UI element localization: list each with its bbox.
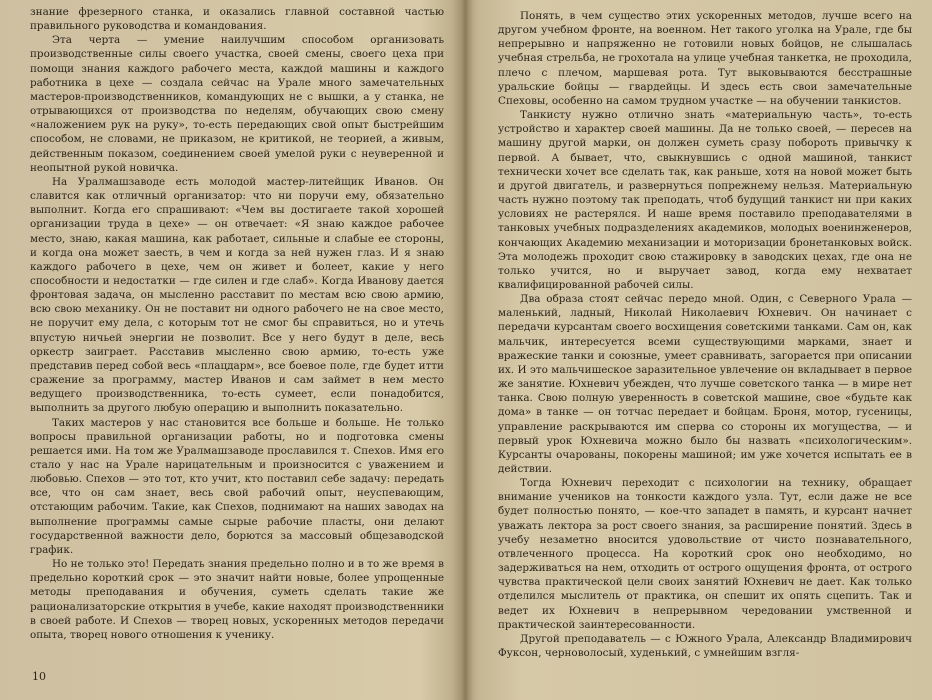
- left-paragraph-3: На Уралмашзаводе есть молодой мастер-литейщик Иванов. Он славится как отличный организатор: что ни поручи ему, обязательно выполнит. Когда его спрашивают: «Чем вы достигаете такой хорошей организации труда в цехе» — он отвечает: «Я знаю каждое рабочее место, знаю, какая машина, как работает, сильные и слабые ее стороны, и когда она может заесть, в чем и когда за ней нужен глаз. И я знаю каждого рабочего в цехе, чем он живет и болеет, какие у него способности и недостатки — где силен и где слаб». Когда Иванову дается фронтовая задача, он мысленно расставит по местам всю свою армию, всю свою механику. Он не поставит ни одного рабочего не на свое место, не поручит ему дела, с которым тот не смог бы справиться, но и утечь впустую ничьей энергии не позволит. Все у него будут в деле, весь оркестр заиграет. Расставив мысленно свою армию, то-есть уже представив перед собой весь «плацдарм», все боевое поле, где будет итти сражение за программу, мастер Иванов и сам займет в нем место ведущего производственника, то-есть сумеет, если понадобится, выполнить за другого любую операцию и выполнить показательно.: [30, 175, 444, 415]
- left-paragraph-4: Таких мастеров у нас становится все больше и больше. Не только вопросы правильной организации работы, но и подготовка смены решается ими. На том же Уралмашзаводе прославился т. Спехов. Имя его стало у нас на Урале нарицательным и произносится с уважением и любовью. Спехов — это тот, кто учит, кто поставил себе задачу: передать все, что он сам знает, весь свой рабочий опыт, неуспевающим, отстающим рабочим. Такие, как Спехов, поднимают на наших заводах на выполнение программы самые сырые рабочие пласты, они делают государственной важности дело, борются за массовый общезаводской график.: [30, 416, 444, 556]
- right-paragraph-1: Понять, в чем существо этих ускоренных методов, лучше всего на другом учебном фронте, на военном. Нет такого уголка на Урале, где бы непрерывно и напряженно не готовили новых бойцов, не слышалась учебная стрельба, не грохотала на улице учебная танкетка, не проходила, плечо с плечом, маршевая рота. Тут выковываются бесстрашные уральские бойцы — гвардейцы. И здесь есть свои замечательные Спеховы, особенно на самом трудном участке — на обучении танкистов.: [498, 10, 912, 107]
- left-paragraph-1: знание фрезерного станка, и оказались главной составной частью правильного руководства и командования.: [30, 6, 444, 33]
- page-number: 10: [32, 669, 46, 683]
- right-paragraph-3: Два образа стоят сейчас передо мной. Один, с Северного Урала — маленький, ладный, Николай Николаевич Юхневич. Он начинает с передачи курсантам своего восхищения советскими танками. Сам он, как мальчик, интересуется всеми существующими марками, знает и вражеские танки и союзные, умеет сравнивать, загорается при описании их. И это мальчишеское заразительное увлечение он вкладывает в первое же занятие. Юхневич убежден, что лучше советского танка — в мире нет танка. Свою полную уверенность в советской машине, свое «будьте как дома» в танке — он тотчас передает и бойцам. Броня, мотор, гусеницы, управление раскрываются им сперва со стороны их могущества, — и первый урок Юхневича можно было бы назвать «психологическим». Курсанты очарованы, покорены машиной; им уже хочется испытать ее в действии.: [498, 293, 912, 475]
- left-page: [0, 0, 462, 700]
- right-paragraph-2: Танкисту нужно отлично знать «материальную часть», то-есть устройство и характер своей машины. Да не только своей, — пересев на машину другой марки, он должен суметь сразу побороть привычку к первой. А бывает, что, свыкнувшись с одной машиной, танкист технически хочет все сделать так, как раньше, хотя на новой может быть и другой двигатель, и развернуться попрежнему нельзя. Материальную часть нужно поэтому так преподать, чтоб будущий танкист ни при каких условиях не растерялся. И наше время поставило преподавателями в танковых учебных подразделениях академиков, молодых военинженеров, кончающих Академию механизации и моторизации бронетанковых войск. Эта молодежь проходит свою стажировку в заводских цехах, где она не только учится, но и выручает завод, когда ему нехватает квалифицированной рабочей силы.: [498, 109, 912, 291]
- right-paragraph-4: Тогда Юхневич переходит с психологии на технику, обращает внимание учеников на тонкости каждого узла. Тут, если даже не все будет полностью понято, — кое-что западет в память, и курсант начнет уважать лектора за рост своего знания, за расширение понятий. Здесь в учебу незаметно вносится удовольствие от чисто познавательного, отвлеченного процесса. На короткий срок оно необходимо, но задерживаться на нем, отходить от острого ощущения фронта, от острого чувства практической цели своих занятий Юхневич не дает. Как только отделился мыслитель от практика, он спешит их опять сцепить. Так и ведет их Юхневич в непрерывном чередовании умственной и практической заинтересованности.: [498, 477, 912, 631]
- left-paragraph-2: Эта черта — умение наилучшим способом организовать производственные силы своего участка, своей смены, своего цеха при помощи знания каждого рабочего места, каждой машины и каждого работника в цехе — создала сейчас на Урале много замечательных мастеров-производственников, командующих не с вышки, а у станка, не отрывающихся от производства по неделям, обучающих свою смену «наложением рук на руку», то-есть передающих свой опыт быстрейшим способом, не словами, не приказом, не критикой, не теорией, а живым, действенным показом, соединением своей умелой руки с неуверенной и неопытной рукой новичка.: [30, 34, 444, 174]
- right-paragraph-5: Другой преподаватель — с Южного Урала, Александр Владимирович Фуксон, черноволосый, худенький, с умнейшим взгля-: [498, 632, 912, 660]
- left-paragraph-5: Но не только это! Передать знания предельно полно и в то же время в предельно короткий срок — это значит найти новые, более упрощенные методы преподавания и обучения, суметь сделать такие же рационализаторские открытия в учебе, какие находят производственники в своей работе. И Спехов — творец новых, ускоренных методов передачи опыта, творец нового отношения к ученику.: [30, 558, 444, 641]
- right-page: [470, 0, 932, 700]
